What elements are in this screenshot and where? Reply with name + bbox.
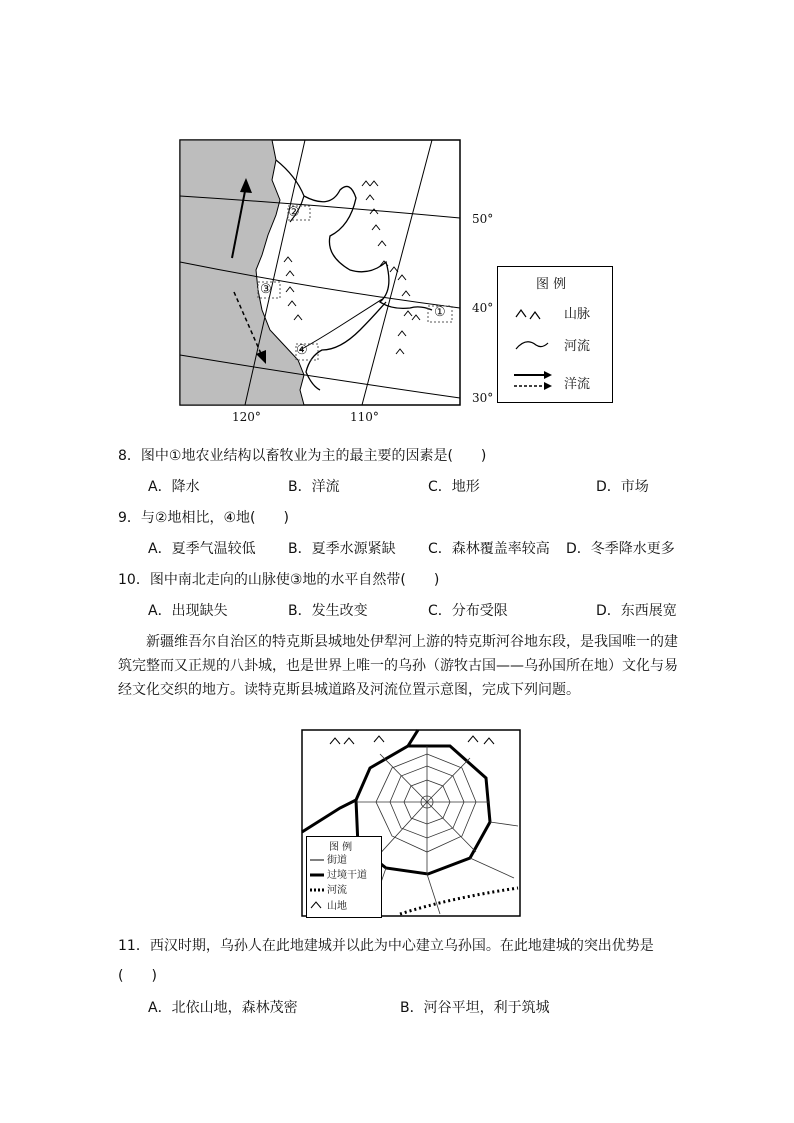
lon-label-120: 120°: [232, 410, 261, 424]
map1-legend: [497, 266, 613, 403]
question-9-option-d: D．冬季降水更多: [566, 541, 675, 557]
mountain-legend-icon: [512, 305, 552, 321]
street-legend-icon: [309, 856, 325, 864]
question-8-option-b: B．洋流: [288, 479, 340, 495]
trunk-road-legend-icon: [309, 871, 325, 879]
passage: [118, 630, 678, 702]
lat-label-50: 50°: [472, 212, 494, 226]
question-9-option-a: A．夏季气温较低: [148, 541, 256, 557]
lon-label-110: 110°: [350, 410, 379, 424]
map-figure-2: [300, 728, 522, 918]
question-8-option-c: C．地形: [428, 479, 480, 495]
question-10-option-d: D．东西展宽: [596, 603, 677, 619]
question-10-stem: 10．图中南北走向的山脉使③地的水平自然带( ): [118, 572, 440, 588]
question-11-option-a: A．北依山地，森林茂密: [148, 1000, 298, 1016]
map2-legend: [306, 836, 382, 918]
map1-legend-mountain: 山脉: [564, 307, 591, 322]
question-10-option-b: B．发生改变: [288, 603, 368, 619]
site-label-1: ①: [434, 305, 446, 320]
current-legend-icon: [512, 369, 556, 393]
site-label-4: ④: [296, 343, 308, 358]
question-8-stem: 8．图中①地农业结构以畜牧业为主的最主要的因素是( ): [118, 448, 487, 464]
map2-legend-mountain: 山地: [327, 901, 347, 912]
map2-legend-trunk-road: 过境干道: [327, 870, 367, 881]
lat-label-30: 30°: [472, 391, 494, 405]
river-legend-icon: [512, 335, 552, 355]
lat-label-40: 40°: [472, 301, 494, 315]
map1-legend-title: 图 例: [536, 277, 567, 292]
question-10-option-c: C．分布受限: [428, 603, 508, 619]
map1-legend-river: 河流: [564, 339, 591, 354]
question-11-option-b: B．河谷平坦，利于筑城: [400, 1000, 550, 1016]
site-label-3: ③: [260, 282, 272, 297]
question-10-option-a: A．出现缺失: [148, 603, 228, 619]
question-9-option-c: C．森林覆盖率较高: [428, 541, 550, 557]
question-9-option-b: B．夏季水源紧缺: [288, 541, 396, 557]
mountain-small-legend-icon: [309, 899, 325, 909]
passage-line-2: 筑完整而又正规的八卦城，也是世界上唯一的乌孙（游牧古国——乌孙国所在地）文化与易: [118, 658, 678, 674]
passage-line-3: 经文化交织的地方。读特克斯县城道路及河流位置示意图，完成下列问题。: [118, 682, 580, 698]
question-8-option-a: A．降水: [148, 479, 200, 495]
question-11-stem-line-2: ( ): [118, 968, 157, 984]
map2-legend-title: 图 例: [329, 842, 353, 853]
map2-legend-street: 街道: [327, 855, 347, 866]
passage-line-1: 新疆维吾尔自治区的特克斯县城地处伊犁河上游的特克斯河谷地东段，是我国唯一的建: [146, 634, 678, 650]
river-dotted-legend-icon: [309, 886, 325, 894]
map2-legend-river: 河流: [327, 885, 347, 896]
question-8-option-d: D．市场: [596, 479, 649, 495]
north-america-map: [0, 0, 794, 430]
map1-legend-current: 洋流: [564, 377, 591, 392]
question-9-stem: 9．与②地相比，④地( ): [118, 510, 289, 526]
question-11-stem-line-1: 11．西汉时期，乌孙人在此地建城并以此为中心建立乌孙国。在此地建城的突出优势是: [118, 938, 654, 954]
site-label-2: ②: [288, 205, 300, 220]
map-figure-1: [0, 0, 794, 430]
